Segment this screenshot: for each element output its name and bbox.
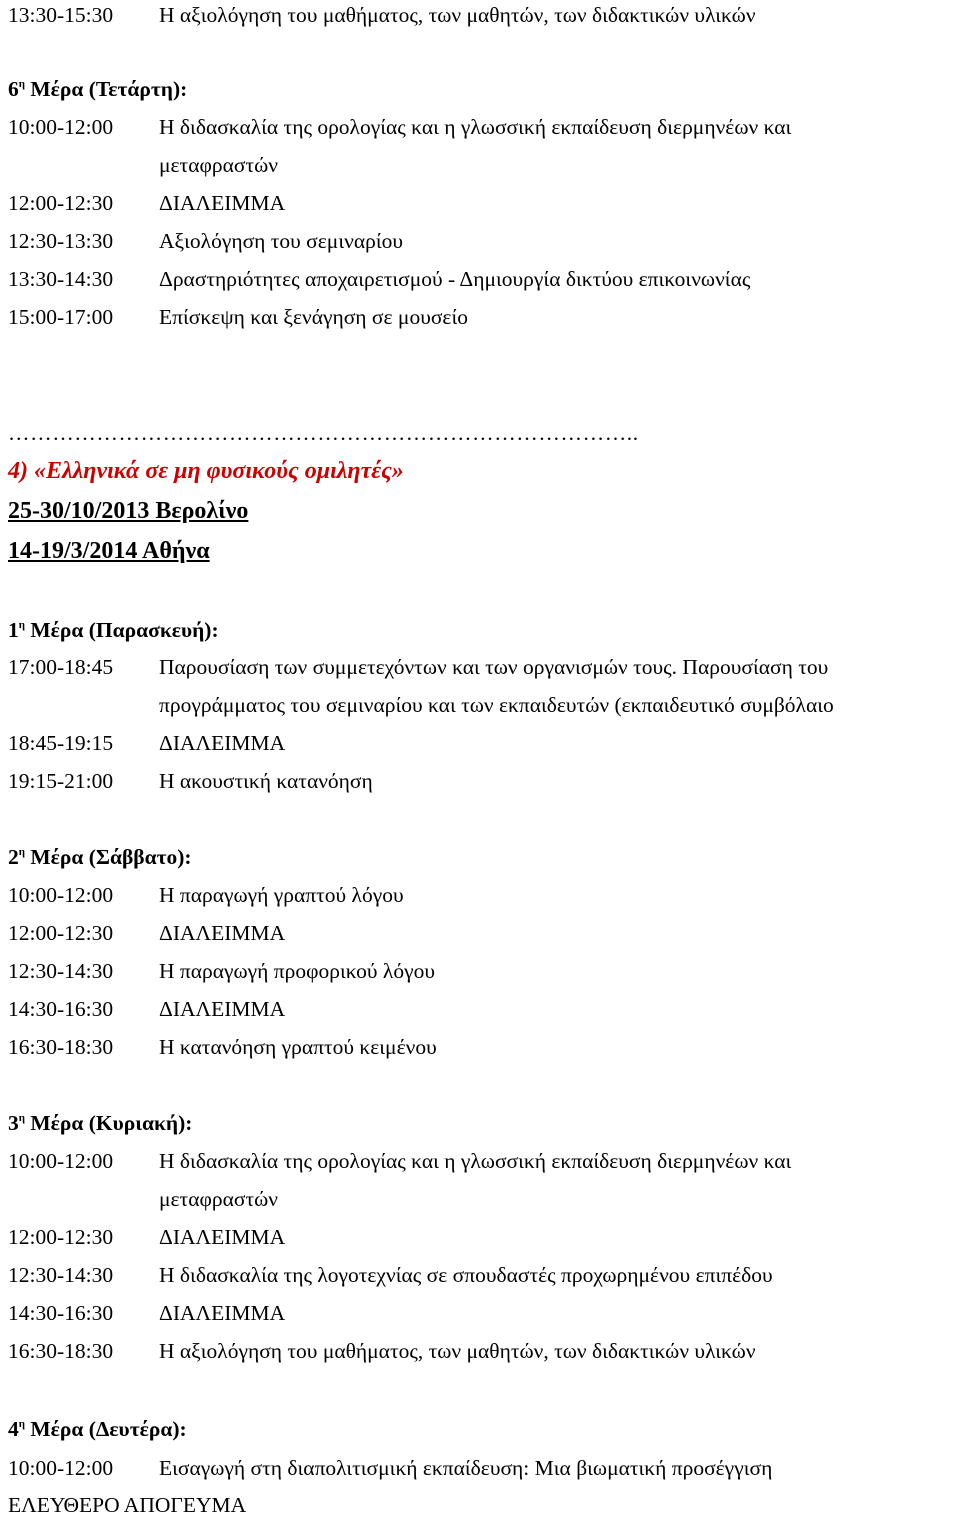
time-slot: 15:00-17:00	[8, 305, 114, 329]
day-label: Μέρα (Παρασκευή):	[25, 618, 219, 642]
day-label: Μέρα (Κυριακή):	[25, 1111, 193, 1135]
day-heading-3	[8, 1108, 192, 1138]
time-slot: 12:00-12:30	[8, 921, 114, 945]
session-description: ΔΙΑΛΕΙΜΜΑ	[159, 731, 286, 755]
course-title: 4) «Ελληνικά σε μη φυσικούς ομιλητές»	[8, 458, 404, 484]
day-number: 1	[8, 618, 19, 642]
time-slot: 13:30-15:30	[8, 3, 114, 27]
day-ordinal: η	[18, 78, 25, 90]
venue-date-athens: 14-19/3/2014 Αθήνα	[8, 538, 210, 564]
time-slot: 10:00-12:00	[8, 1149, 114, 1173]
day-number: 4	[8, 1417, 19, 1441]
venue-date-berlin: 25-30/10/2013 Βερολίνο	[8, 498, 249, 524]
time-slot: 12:00-12:30	[8, 1225, 114, 1249]
day-ordinal: η	[18, 619, 25, 631]
session-description-continued: μεταφραστών	[159, 153, 278, 177]
day-number: 3	[8, 1111, 19, 1135]
session-description: Παρουσίαση των συμμετεχόντων και των οργανισμών τους. Παρουσίαση του	[159, 655, 829, 679]
free-afternoon-note: ΕΛΕΥΘΕΡΟ ΑΠΟΓΕΥΜΑ	[8, 1493, 247, 1517]
session-description: Επίσκεψη και ξενάγηση σε μουσείο	[159, 305, 468, 329]
time-slot: 12:30-14:30	[8, 1263, 114, 1287]
time-slot: 16:30-18:30	[8, 1339, 114, 1363]
session-description: Η αξιολόγηση του μαθήματος, των μαθητών, των διδακτικών υλικών	[159, 3, 756, 27]
session-description: Η διδασκαλία της ορολογίας και η γλωσσική εκπαίδευση διερμηνέων και	[159, 115, 792, 139]
day-heading-4	[8, 1414, 187, 1444]
time-slot: 12:00-12:30	[8, 191, 114, 215]
day-ordinal: η	[18, 846, 25, 858]
session-description: Η παραγωγή γραπτού λόγου	[159, 883, 404, 907]
session-description: Εισαγωγή στη διαπολιτισμική εκπαίδευση: Μια βιωματική προσέγγιση	[159, 1456, 773, 1480]
day-number: 2	[8, 845, 19, 869]
time-slot: 19:15-21:00	[8, 769, 114, 793]
session-description-continued: μεταφραστών	[159, 1187, 278, 1211]
day-heading-6	[8, 74, 187, 104]
time-slot: 14:30-16:30	[8, 1301, 114, 1325]
session-description-continued: προγράμματος του σεμιναρίου και των εκπαιδευτών (εκπαιδευτικό συμβόλαιο	[159, 693, 834, 717]
session-description: Η διδασκαλία της ορολογίας και η γλωσσική εκπαίδευση διερμηνέων και	[159, 1149, 792, 1173]
time-slot: 14:30-16:30	[8, 997, 114, 1021]
day-number: 6	[8, 77, 19, 101]
time-slot: 10:00-12:00	[8, 883, 114, 907]
time-slot: 18:45-19:15	[8, 731, 114, 755]
session-description: ΔΙΑΛΕΙΜΜΑ	[159, 191, 286, 215]
session-description: Δραστηριότητες αποχαιρετισμού - Δημιουργία δικτύου επικοινωνίας	[159, 267, 751, 291]
session-description: ΔΙΑΛΕΙΜΜΑ	[159, 997, 286, 1021]
day-ordinal: η	[18, 1418, 25, 1430]
time-slot: 12:30-13:30	[8, 229, 114, 253]
day-label: Μέρα (Τετάρτη):	[25, 77, 188, 101]
session-description: ΔΙΑΛΕΙΜΜΑ	[159, 1301, 286, 1325]
time-slot: 17:00-18:45	[8, 655, 114, 679]
separator-dots: …………………………………………………………………………..	[8, 421, 639, 445]
time-slot: 10:00-12:00	[8, 1456, 114, 1480]
time-slot: 13:30-14:30	[8, 267, 114, 291]
day-ordinal: η	[18, 1112, 25, 1124]
session-description: ΔΙΑΛΕΙΜΜΑ	[159, 921, 286, 945]
session-description: Η αξιολόγηση του μαθήματος, των μαθητών, των διδακτικών υλικών	[159, 1339, 756, 1363]
time-slot: 12:30-14:30	[8, 959, 114, 983]
session-description: Η παραγωγή προφορικού λόγου	[159, 959, 435, 983]
session-description: Η ακουστική κατανόηση	[159, 769, 373, 793]
session-description: Η κατανόηση γραπτού κειμένου	[159, 1035, 437, 1059]
session-description: Η διδασκαλία της λογοτεχνίας σε σπουδαστές προχωρημένου επιπέδου	[159, 1263, 773, 1287]
time-slot: 16:30-18:30	[8, 1035, 114, 1059]
session-description: Αξιολόγηση του σεμιναρίου	[159, 229, 404, 253]
day-label: Μέρα (Σάββατο):	[25, 845, 192, 869]
time-slot: 10:00-12:00	[8, 115, 114, 139]
day-heading-2	[8, 842, 192, 872]
day-label: Μέρα (Δευτέρα):	[25, 1417, 187, 1441]
session-description: ΔΙΑΛΕΙΜΜΑ	[159, 1225, 286, 1249]
day-heading-1	[8, 615, 219, 645]
